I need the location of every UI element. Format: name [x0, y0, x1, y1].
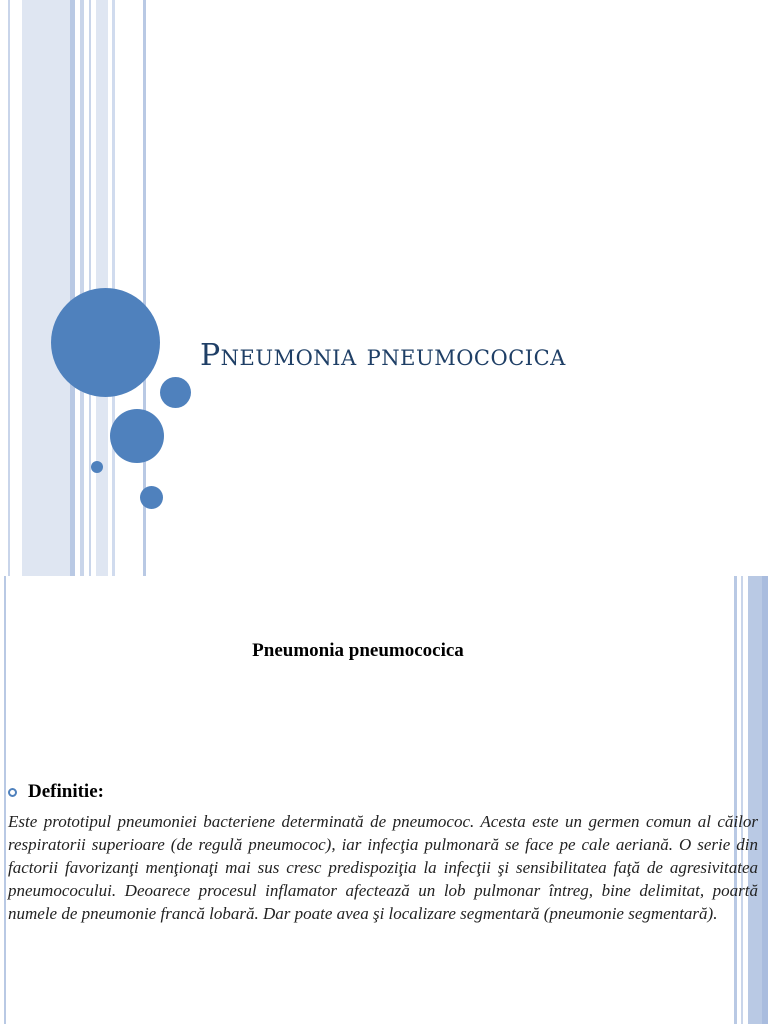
hollow-circle-bullet-icon — [8, 788, 17, 797]
decorative-circle-medium — [110, 409, 164, 463]
decorative-stripe — [80, 0, 84, 576]
section-heading-row — [8, 781, 104, 803]
content-slide — [0, 576, 768, 1024]
decorative-circle-small — [160, 377, 191, 408]
decorative-circle-small — [140, 486, 163, 509]
definition-paragraph: Este prototipul pneumoniei bacteriene determinată de pneumococ. Acesta este un germen comun al căilor respiratorii superioare (de regulă pneumococ), iar infecţia pulmonară se face pe cale aeriană. O serie din factorii favorizanţi menţionaţi mai sus cresc predispoziţia la infecţii şi sensibilitatea faţă de agresivitatea pneumococului. Deoarece procesul inflamator afectează un lob pulmonar întreg, bine delimitat, poartă numele de pneumonie francă lobară. Dar poate avea şi localizare segmentară (pneumonie segmentară). — [8, 812, 758, 923]
decorative-stripe — [70, 0, 75, 576]
decorative-circle-large — [51, 288, 160, 397]
slide-title: Pneumonia pneumococica — [200, 338, 566, 373]
decorative-stripe — [734, 576, 737, 1024]
decorative-stripe — [8, 0, 10, 576]
slide-title: Pneumonia pneumococica — [252, 640, 464, 661]
decorative-circle-tiny — [91, 461, 103, 473]
section-heading: Definitie: — [28, 781, 104, 802]
decorative-stripe — [741, 576, 743, 1024]
decorative-stripe — [89, 0, 91, 576]
decorative-stripe — [22, 0, 70, 576]
decorative-stripe — [762, 576, 768, 1024]
